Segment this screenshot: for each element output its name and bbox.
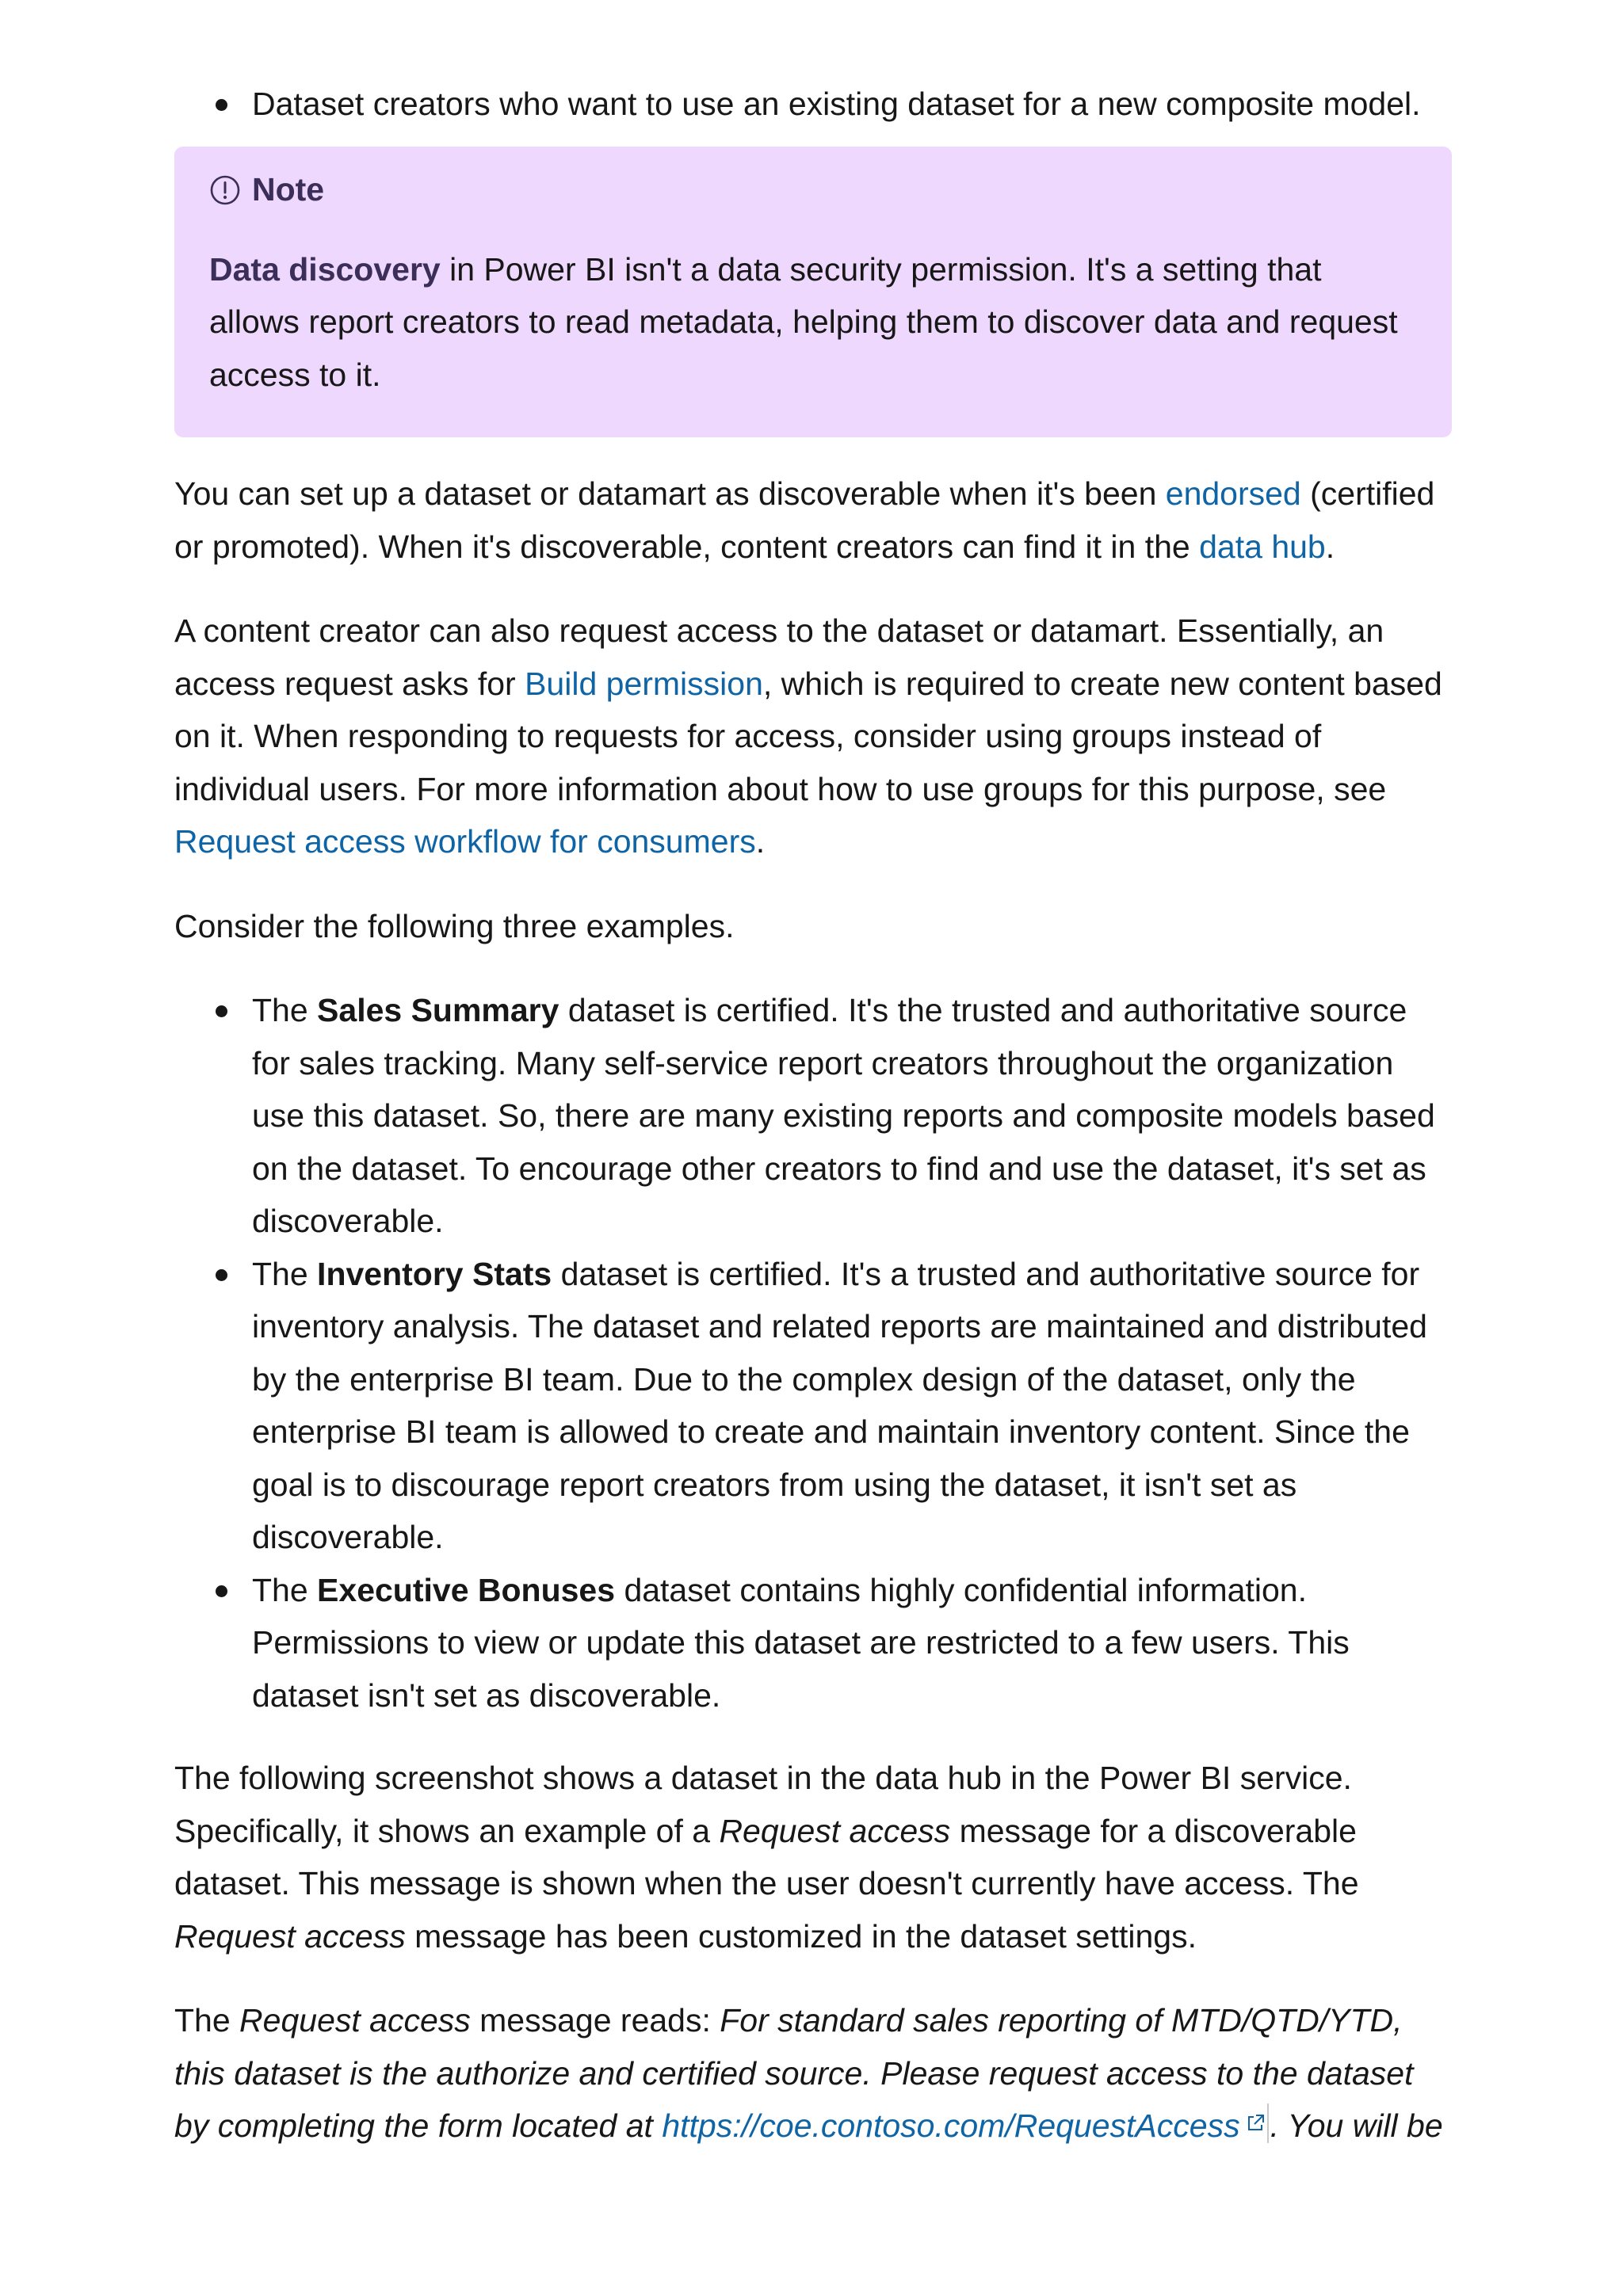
request-access-workflow-link[interactable]: Request access workflow for consumers xyxy=(174,823,756,860)
dataset-name: Executive Bonuses xyxy=(317,1571,616,1608)
text-cursor xyxy=(1267,2103,1269,2143)
examples-list xyxy=(174,984,1452,1722)
endorsed-link[interactable]: endorsed xyxy=(1165,475,1301,512)
list-item: The Sales Summary dataset is certified. It's the trusted and authoritative source for sales tracking. Many self-service report creators throughout the organization use this dataset. So, there are many existing reports and composite models based on the dataset. To encourage other creators to find and use the dataset, it's set as discoverable. xyxy=(252,984,1452,1248)
article-content xyxy=(174,78,1452,2184)
note-callout xyxy=(174,147,1452,438)
list-item: The Executive Bonuses dataset contains highly confidential information. Permissions to view or update this dataset are restricted to a few users. This dataset isn't set as discoverable. xyxy=(252,1564,1452,1722)
list-item: Dataset creators who want to use an existing dataset for a new composite model. xyxy=(252,78,1452,131)
examples-intro: Consider the following three examples. xyxy=(174,907,735,944)
data-hub-link[interactable]: data hub xyxy=(1199,528,1326,565)
dataset-name: Sales Summary xyxy=(317,992,559,1028)
discoverable-paragraph: You can set up a dataset or datamart as discoverable when it's been endorsed (certified or promoted). When it's discoverable, content creators can find it in the data hub. xyxy=(174,475,1435,565)
screenshot-description: The following screenshot shows a dataset in the data hub in the Power BI service. Specifically, it shows an example of a Request access message for a discoverable dataset. This message is shown when the user doesn't currently have access. The Request access message has been customized in the dataset settings. xyxy=(174,1760,1359,1955)
request-access-paragraph: A content creator can also request access to the dataset or datamart. Essentially, an access request asks for Build permission, which is required to create new content based on it. When responding to requests for access, consider using groups instead of individual users. For more information about how to use groups for this purpose, see Request access workflow for consumers. xyxy=(174,612,1442,860)
list-item: The Inventory Stats dataset is certified. It's a trusted and authoritative source for inventory analysis. The dataset and related reports are maintained and distributed by the enterprise BI team. Due to the complex design of the dataset, only the enterprise BI team is allowed to create and maintain inventory content. Since the goal is to discourage report creators from using the dataset, it isn't set as discoverable. xyxy=(252,1248,1452,1564)
audience-list xyxy=(174,78,1452,131)
request-access-message: The Request access message reads: For standard sales reporting of MTD/QTD/YTD, this dataset is the authorize and certified source. Please request access to the dataset by completing the form located at https://coe.contoso.com/RequestAccess . You will be xyxy=(174,2002,1443,2144)
note-title-text: Note xyxy=(252,171,325,208)
request-access-url-link[interactable]: https://coe.contoso.com/RequestAccess xyxy=(662,2107,1265,2144)
note-bold-term: Data discovery xyxy=(209,250,441,288)
build-permission-link[interactable]: Build permission xyxy=(525,665,763,702)
info-circle-icon xyxy=(209,174,241,206)
external-link-icon xyxy=(1245,2113,1266,2134)
note-body: Data discovery in Power BI isn't a data security permission. It's a setting that allows report creators to read metadata, helping them to discover data and request access to it. xyxy=(209,250,1398,393)
note-title xyxy=(209,166,1417,215)
dataset-name: Inventory Stats xyxy=(317,1255,552,1292)
